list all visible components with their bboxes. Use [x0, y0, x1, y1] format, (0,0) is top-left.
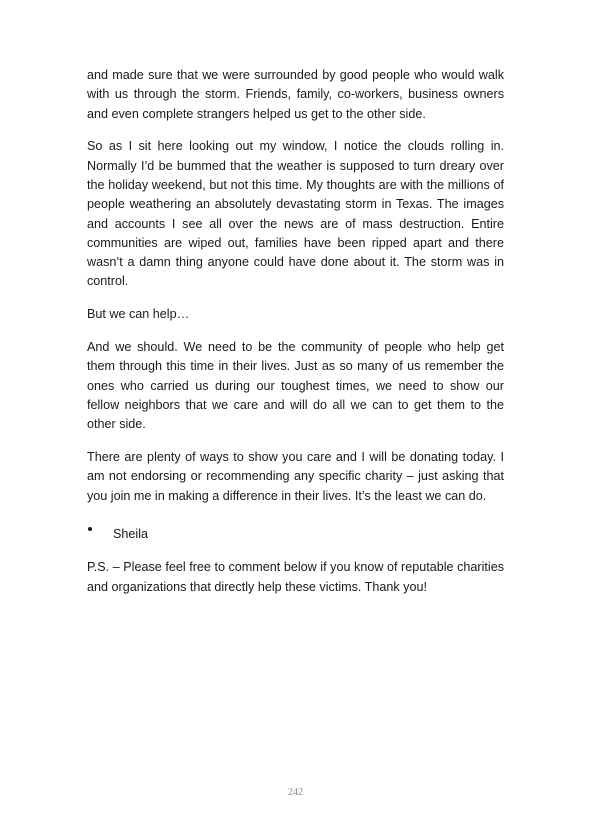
paragraph-help: But we can help… [87, 307, 190, 322]
document-body [87, 66, 504, 610]
paragraph-window: So as I sit here looking out my window, I notice the clouds rolling in. Normally I’d be bummed that the weather is supposed to turn dreary over the holiday weekend, but not this time. My thoughts are with the millions of people weathering an absolutely devastating storm in Texas. The images and accounts I see all over the news are of mass destruction. Entire communities are wiped out, families have been ripped apart and there wasn’t a damn thing anyone could have done about it. The storm was in control. [87, 139, 504, 289]
postscript: P.S. – Please feel free to comment below if you know of reputable charities and organizations that directly help these victims. Thank you! [87, 560, 504, 594]
paragraph-donate: There are plenty of ways to show you care and I will be donating today. I am not endorsing or recommending any specific charity – just asking that you join me in making a difference in their lives. It’s the least we can do. [87, 450, 504, 503]
paragraph-community: And we should. We need to be the community of people who help get them through this time in their lives. Just as so many of us remember the ones who carried us during our toughest times, we need to show our fellow neighbors that we care and will do all we can to get them to the other side. [87, 340, 504, 432]
page-number: 242 [288, 787, 303, 798]
signature-text: Sheila [113, 527, 149, 542]
paragraph-intro: and made sure that we were surrounded by good people who would walk with us through the storm. Friends, family, co-workers, business owners and even complete strangers helped us get to the other side. [87, 68, 504, 121]
signature-item [87, 519, 504, 544]
bullet-icon [87, 519, 113, 538]
